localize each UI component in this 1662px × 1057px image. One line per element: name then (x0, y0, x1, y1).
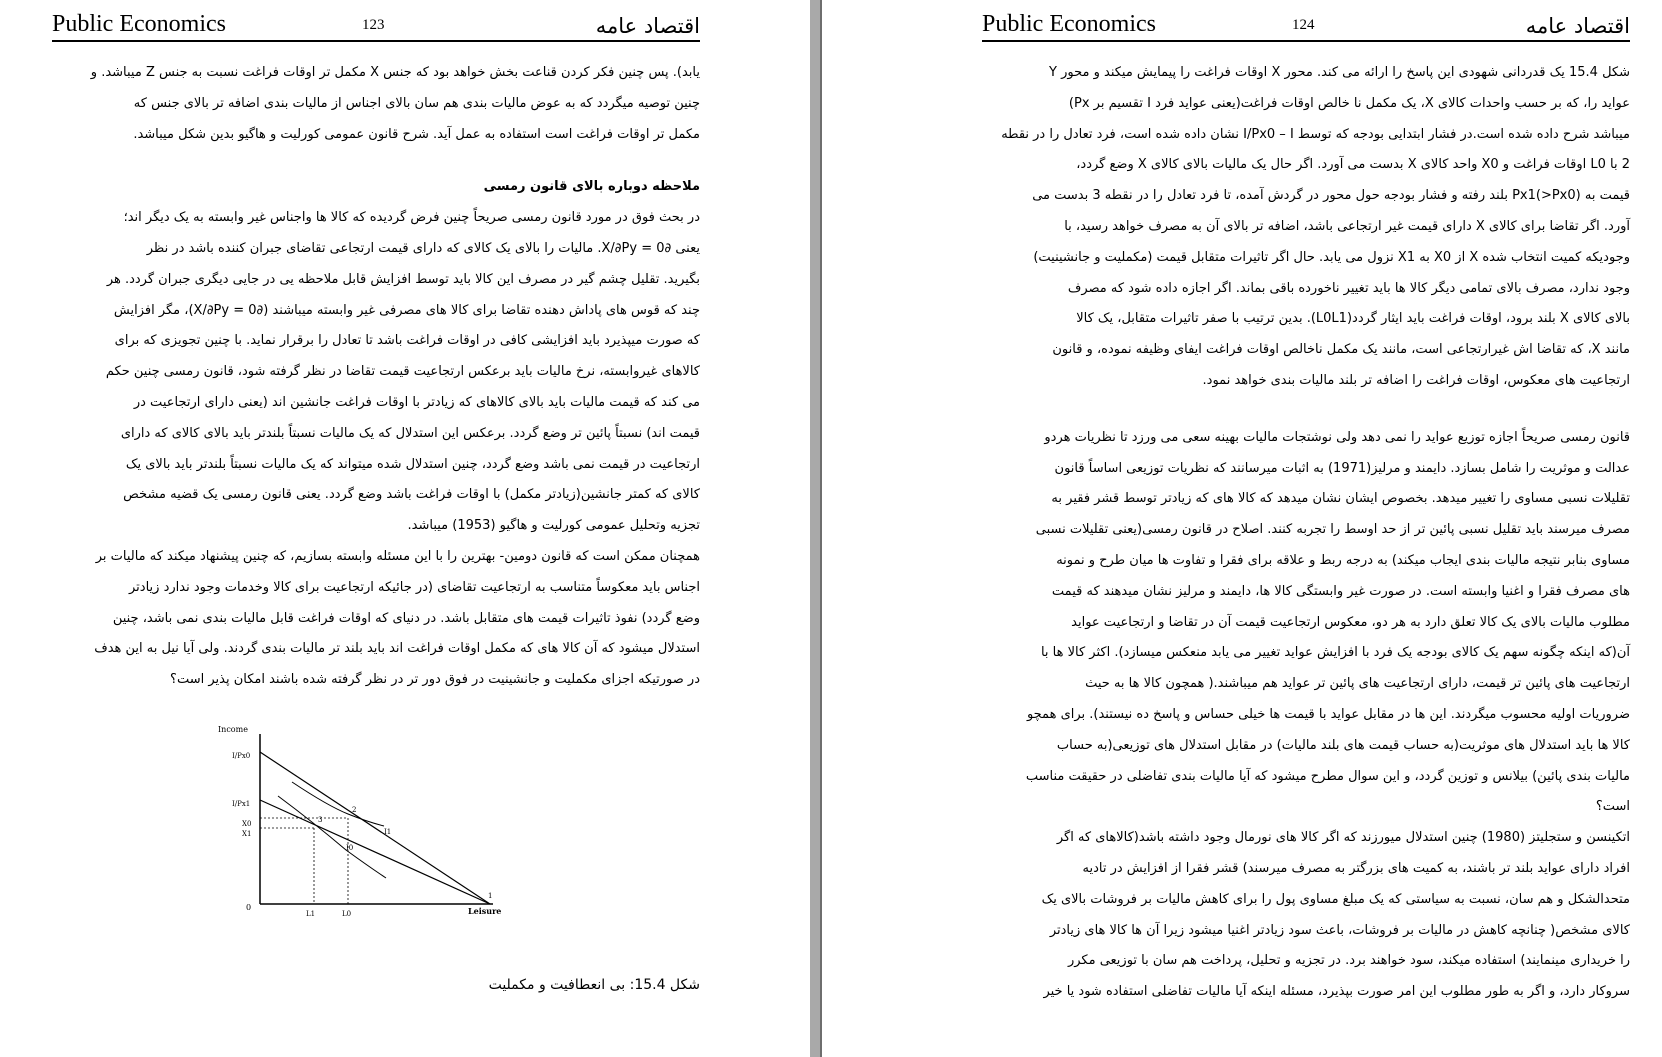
text-line: کالای که کمتر جانشین(زیادتر مکمل) با اوقات فراغت باشد وضع گردد. یعنی قانون رمسی یک قضیه مشخص (123, 487, 700, 503)
budget-constraint-figure (218, 722, 528, 974)
text-line: بگیرید. تقلیل چشم گیر در مصرف این کالا باید توسط افزایش قابل ملاحظه یی در جایی دیگری جبران گردد. هر (106, 271, 700, 287)
text-line: وجود ندارد، مصرف بالای تمامی دیگر کالا ها باید تغییر ناخورده باقی بماند. اگر اجازه داده شود که مصرف (1067, 280, 1630, 296)
text-line: های مصرف فقرا و اغنیا وابسته است. در صورت غیر وابستگی کالا ها، دایمند و مرلیز نشان میدهند که قیمت (1051, 583, 1630, 599)
text-line: در بحث فوق در مورد قانون رمسی صریحاً چنین فرض گردیده که کالا ها واجناس غیر وابسته به یک دیگر اند؛ (123, 210, 700, 226)
point-2-label: 2 (352, 806, 357, 814)
body-text (982, 58, 1630, 1008)
text-line: متحدالشکل و هم سان، نسبت به سیاستی که یک مبلغ مساوی پول را برای کاهش مالیات بر فروشات بالای یک (1041, 891, 1630, 907)
gutter-bar-edge (820, 0, 822, 1057)
text-line: قیمت اند) نسبتاً پائین تر وضع گردد. برعکس این استدلال که یک مالیات نسبتاً بلندتر باید بالای کالای که دارای (120, 425, 700, 441)
text-line: وجودیکه کمیت انتخاب شده X از X0 به X1 نزول می یابد. حال اگر تاثیرات متقابل قیمت (مکملیت و جانشینیت) (1033, 249, 1630, 265)
text-line: آن(که اینکه چگونه سهم یک کالای بودجه یک فرد با افزایش عواید تغییر می یابد منعکس میسازد). اکثر کالا ها با (1040, 645, 1630, 661)
indifference-curve-i0-label: I0 (346, 844, 354, 852)
intercept-label-px1: I/Px1 (232, 800, 251, 808)
text-line: 2 با L0 اوقات فراغت و X0 واحد کالای X بدست می آورد. اگر حال یک مالیات بالای کالای X وضع گردد، (1076, 157, 1630, 173)
page-header (52, 10, 700, 42)
l0-label: L0 (342, 910, 352, 918)
text-line: عدالت و موثریت را شامل بسازد. دایمند و مرلیز(1971) به اثبات میرسانند که نظریات توزیعی اساساً قانون (1054, 460, 1630, 476)
text-line: است؟ (1595, 799, 1630, 815)
text-line: چنین توصیه میگردد که به عوض مالیات بندی هم سان بالای اجناس از مالیات بندی اضافه تر بالای جنس که (133, 95, 700, 111)
indifference-curve-i0 (278, 796, 386, 878)
page-header (982, 10, 1630, 42)
text-line: می کند که قیمت مالیات باید بالای کالاهای که زیادتر با اوقات فراغت جانشین اند (یعنی دارای ارتجاعیت در (133, 394, 700, 410)
text-line: سروکار دارد، و اگر به طور مطلوب این امر صورت بپذیرد، مسئله اینکه آیا مالیات تفاضلی استفاده شود یا خیر (1043, 984, 1630, 1000)
text-line: کالا ها باید استدلال های موثریت(به حساب قیمت های بلند مالیات) در مقابل استدلال های توزیعی(به حساب (1056, 737, 1630, 753)
text-line: میباشد شرح داده شده است.در فشار ابتدایی بودجه که توسط I/Px0 – I نشان داده شده است، فرد تعادل را در نقطه (1001, 126, 1630, 142)
text-line: وضع گردد) نفوذ تاثیرات قیمت های متقابل باشد. در دنیای که اوقات فراغت قابل مالیات بندی نمی باشد، چنین (112, 610, 700, 626)
text-line: افراد دارای عواید بلند تر باشند، به کمیت های بزرگتر به مصرف میرسند) قشر فقرا از افزایش در تادیه (1082, 860, 1630, 876)
header-title-persian: اقتصاد عامه (1525, 14, 1630, 38)
text-line: عواید را، که بر حسب واحدات کالای X، یک مکمل نا خالص اوقات فراغت(یعنی عواید فرد I تقسیم بر Px) (1068, 95, 1630, 111)
text-line: مالیات بندی پائین) بیلانس و توزین گردد، و این سوال مطرح میشود که آیا مالیات بندی تفاضلی در حقیقت مناسب (1025, 768, 1630, 784)
y-axis-label: Income (218, 725, 248, 734)
text-line: یعنی ∂X/∂Py = 0. مالیات را بالای یک کالای که دارای قیمت ارتجاعی تقاضای جبران کننده باشد در نظر (146, 240, 700, 256)
text-line: را خریداری مینمایند) استفاده میکند، سود خواهند برد. در تجزیه و تحلیل، پرداخت هم سان با توزیعی مکرر (1067, 953, 1630, 969)
text-line: مطلوب مالیات بالای یک کالا تعلق دارد به هر دو، معکوس ارتجاعیت قیمت آن در تقاضا و ارتجاعیت عواید (1071, 614, 1630, 630)
text-line: اتکینسن و ستجلیتز (1980) چنین استدلال میورزند که اگر کالا های نورمال وجود داشته باشد(کالاهای که اگر (1056, 830, 1630, 846)
text-line: ارتجاعیت های معکوس، اوقات فراغت را اضافه تر بلند مالیات بندی خواهد نمود. (1202, 372, 1630, 388)
text-line: بالای کالای X بلند برود، اوقات فراغت باید ایثار گردد(L0L1). بدین ترتیب با صفر تاثیرات متقابل، یک کالا (1076, 311, 1630, 327)
text-line: مصرف میرسند باید تقلیل نسبی پائین تر از حد اوسط را تجربه کنند. اصلاح در قانون رمسی(یعنی تقلیلات نسبی (1035, 522, 1630, 538)
budget-line-initial (260, 752, 493, 904)
text-line: کالاهای غیروابسته، نرخ مالیات باید برعکس ارتجاعیت قیمت تقاضا در نظر گرفته شود، قانون رمسی چنین حکم (105, 364, 700, 380)
point-3-label: 3 (318, 816, 323, 824)
x1-label: X1 (242, 830, 252, 838)
text-line: مساوی بنابر نتیجه مالیات بندی ایجاب میکند) به درجه ربط و علاقه برای فقرا و تفاوت ها میان طرح و نمونه (1056, 552, 1630, 568)
text-line: شکل 15.4 یک قدردانی شهودی این پاسخ را ارائه می کند. محور X اوقات فراغت را پیمایش میکند و محور Y (1049, 65, 1630, 80)
x0-label: X0 (242, 820, 252, 828)
header-title-english: Public Economics (982, 11, 1156, 37)
section-heading: ملاحظه دوباره بالای قانون رمسی (483, 179, 700, 195)
text-line: مانند X، که تقاضا اش غیرارتجاعی است، مانند یک مکمل ناخالص اوقات فراغت ایفای وظیفه نموده، و قانون (1052, 342, 1630, 358)
text-line: کالای مشخص( چنانچه کاهش در مالیات بر فروشات، باعث سود زیادتر اغنیا میشود زیرا آن ها کالا های زیادتر (1049, 922, 1630, 938)
text-line: یابد). پس چنین فکر کردن قناعت بخش خواهد بود که جنس X مکمل تر اوقات فراغت نسبت به جنس Z میباشد. و (90, 65, 700, 80)
right-page (862, 0, 1662, 1057)
text-line: تجزیه وتحلیل عمومی کورلیت و هاگیو (1953) میباشد. (407, 518, 700, 534)
figure-caption: شکل 15.4: بی انعطافیت و مکملیت (488, 977, 700, 993)
gutter-bar (810, 0, 820, 1057)
text-line: آورد. اگر تقاضا برای کالای X دارای قیمت غیر ارتجاعی باشد، اضافه تر بالای آن به مصرف خواهد رسید، با (1064, 218, 1630, 234)
page-number: 123 (362, 17, 385, 33)
text-line: اجناس باید معکوساً متناسب به ارتجاعیت تقاضای (در جائیکه ارتجاعیت برای کالا وخدمات وجود ندارد زیادتر (129, 579, 700, 595)
budget-line-taxed (260, 800, 493, 904)
text-line: استدلال میشود که آن کالا های که مکمل اوقات فراغت اند باید بلند تر مالیات بندی گردند. ولی آیا نیل به این هدف (94, 641, 700, 657)
text-line: در صورتیکه اجزای مکملیت و جانشینیت در فوق دور تر در نظر گرفته شده باشند امکان پذیر است؟ (170, 672, 700, 688)
text-line: ارتجاعیت در قیمت نمی باشد وضع گردد، چنین استدلال شده میتواند که یک مالیات نسبتاً بلندتر باید بالای یک (125, 456, 700, 472)
indifference-curve-i1-label: I1 (384, 828, 392, 836)
header-title-english: Public Economics (52, 11, 226, 37)
text-line: تقلیلات نسبی مساوی را تغییر میدهد. بخصوص ایشان نشان میدهد که کالا های که زیادتر توسط قشر فقیر به (1051, 491, 1630, 507)
text-line: ارتجاعیت های پائین تر قیمت، دارای ارتجاعیت های پائین تر عواید هم میباشند.( همچون کالا ها به حیث (1085, 676, 1630, 692)
text-line: ضروریات اولیه محسوب میگردند. این ها در مقابل عواید با قیمت ها خیلی حساس و پاسخ ده نیستند). برای همچو (1026, 706, 1630, 722)
text-line: که صورت میپذیرد باید افزایشی کافی در اوقات فراغت باشد تا تعادل را برقرار نماید. با چنین تجویزی که برای (114, 333, 700, 349)
x-axis-label: Leisure (468, 906, 502, 916)
text-line: همچنان ممکن است که قانون دومین- بهترین را با این مسئله وابسته بسازیم، که چنین پیشنهاد میکند که مالیات بر (95, 548, 700, 564)
page-gutter (788, 0, 862, 1057)
l1-label: L1 (306, 910, 316, 918)
intercept-label-px0: I/Px0 (232, 752, 251, 760)
origin-label: 0 (246, 903, 252, 912)
text-line: قانون رمسی صریحاً اجازه توزیع عواید را نمی دهد ولی نوشتجات مالیات بهینه سعی می ورزد تا نظریات هردو (1044, 429, 1630, 445)
left-page (0, 0, 788, 1057)
intro-paragraph (52, 58, 700, 696)
point-1-label: 1 (488, 892, 493, 900)
figure-svg (218, 722, 528, 974)
page-number: 124 (1292, 17, 1315, 33)
text-line: مکمل تر اوقات فراغت است استفاده به عمل آید. شرح قانون عمومی کورلیت و هاگیو بدین شکل میباشد. (133, 126, 700, 142)
header-title-persian: اقتصاد عامه (595, 14, 700, 38)
text-line: چند که قوس های پاداش دهنده تقاضا برای کالا های مصرفی غیر وابسته میباشند (∂X/∂Py = 0)، مگر افزایش (113, 302, 700, 318)
text-line: قیمت به (Px1(>Px0 بلند رفته و فشار بودجه حول محور در گردش آمده، تا فرد تعادل را در نقطه 3 بدست می (1032, 188, 1630, 204)
